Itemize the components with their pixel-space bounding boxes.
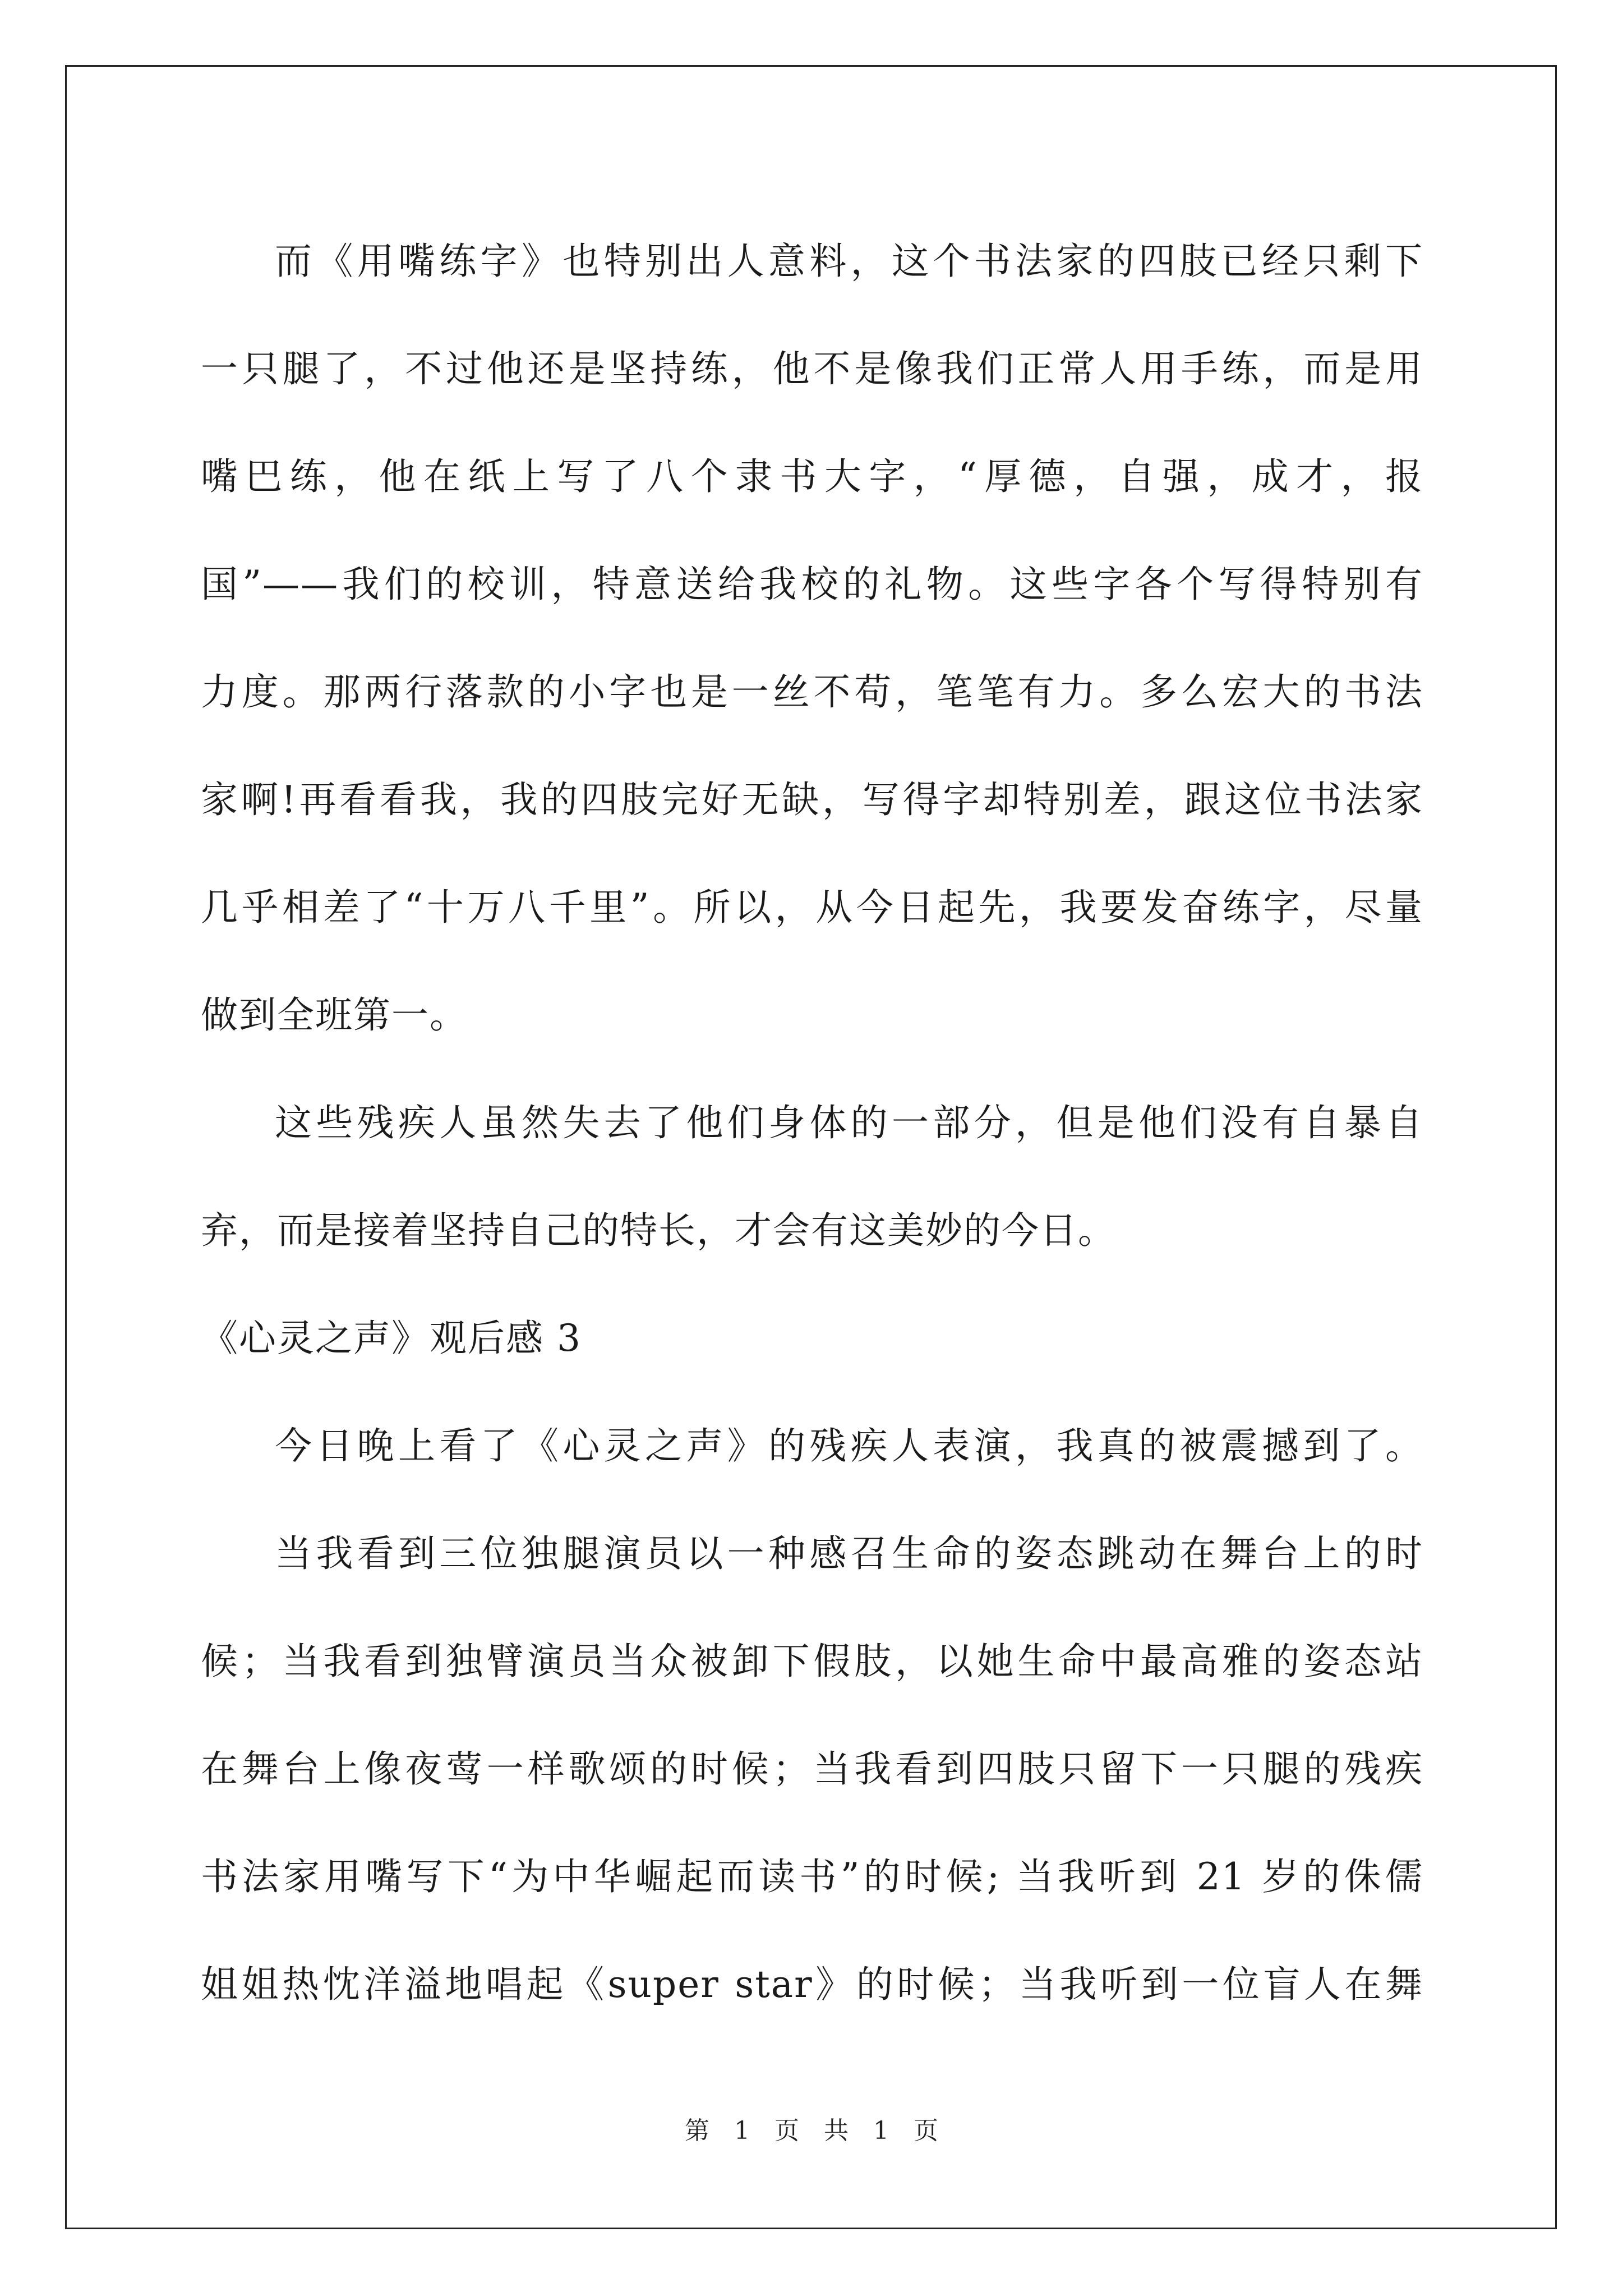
text-line: 国”——我们的校训，特意送给我校的礼物。这些字各个写得特别有 [201, 563, 1423, 606]
text-line: 书法家用嘴写下“为中华崛起而读书”的时候; 当我听到 21 岁的侏儒 [201, 1855, 1423, 1898]
text-line: 而《用嘴练字》也特别出人意料，这个书法家的四肢已经只剩下 [275, 240, 1423, 283]
text-line: 弃，而是接着坚持自己的特长，才会有这美妙的今日。 [201, 1209, 1116, 1252]
text-line: 做到全班第一。 [201, 993, 468, 1037]
text-line: 嘴巴练，他在纸上写了八个隶书大字，“厚德，自强，成才，报 [201, 455, 1423, 498]
text-line: 力度。那两行落款的小字也是一丝不苟，笔笔有力。多么宏大的书法 [201, 670, 1423, 714]
text-line: 候；当我看到独臂演员当众被卸下假肢，以她生命中最高雅的姿态站 [201, 1640, 1423, 1683]
text-line: 一只腿了，不过他还是坚持练，他不是像我们正常人用手练，而是用 [201, 347, 1423, 390]
text-line: 姐姐热忱洋溢地唱起《super star》的时候；当我听到一位盲人在舞 [201, 1963, 1423, 2006]
section-heading: 《心灵之声》观后感 3 [201, 1317, 582, 1360]
text-line: 在舞台上像夜莺一样歌颂的时候；当我看到四肢只留下一只腿的残疾 [201, 1747, 1423, 1791]
text-line: 这些残疾人虽然失去了他们身体的一部分，但是他们没有自暴自 [275, 1101, 1423, 1144]
text-line: 家啊!再看看我，我的四肢完好无缺，写得字却特别差，跟这位书法家 [201, 778, 1423, 821]
page-total: 共 1 页 [824, 2116, 938, 2145]
text-line: 当我看到三位独腿演员以一种感召生命的姿态跳动在舞台上的时 [275, 1532, 1423, 1575]
page-footer [0, 2110, 1623, 2146]
page-number: 第 1 页 [685, 2116, 799, 2145]
text-line: 几乎相差了“十万八千里”。所以，从今日起先，我要发奋练字，尽量 [201, 886, 1423, 929]
text-line: 今日晚上看了《心灵之声》的残疾人表演，我真的被震撼到了。 [275, 1424, 1423, 1467]
document-body [201, 208, 1423, 2039]
